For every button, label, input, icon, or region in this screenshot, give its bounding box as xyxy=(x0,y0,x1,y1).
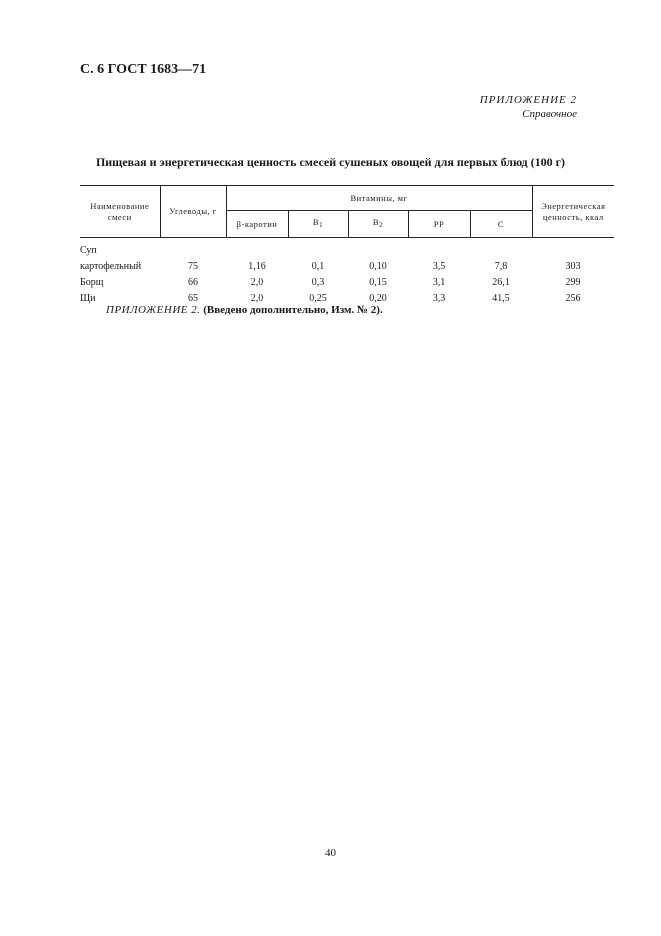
note-bold: (Введено дополнительно, Изм. № 2). xyxy=(203,304,383,316)
col-header-name: Наименование смеси xyxy=(80,186,160,238)
amendment-note xyxy=(106,304,383,316)
note-italic: ПРИЛОЖЕНИЕ 2. xyxy=(106,304,201,316)
col-header-pp: PP xyxy=(408,211,470,238)
page-header: С. 6 ГОСТ 1683—71 xyxy=(80,62,207,77)
row-name: картофельный xyxy=(80,261,142,272)
cell-energy: 303 xyxy=(565,261,581,272)
cell-b2: 0,20 xyxy=(369,293,387,304)
appendix-subtitle: Справочное xyxy=(522,108,577,120)
table-row xyxy=(80,238,614,259)
col-header-b2: $B_2$ xyxy=(348,211,408,238)
cell-carbs: 66 xyxy=(188,277,198,288)
col-header-vitamins: Витамины, мг xyxy=(226,186,532,211)
cell-pp: 3,5 xyxy=(432,261,446,272)
cell-energy: 256 xyxy=(565,293,581,304)
cell-beta: 2,0 xyxy=(250,277,264,288)
cell-energy: 299 xyxy=(565,277,581,288)
cell-b2: 0,10 xyxy=(369,261,387,272)
cell-c: 41,5 xyxy=(492,293,510,304)
col-header-carbs: Углеводы, г xyxy=(160,186,226,238)
cell-carbs: 65 xyxy=(188,293,198,304)
cell-b1: 0,1 xyxy=(311,261,325,272)
row-name: Щи xyxy=(80,293,96,304)
cell-c: 26,1 xyxy=(492,277,510,288)
row-name: Суп xyxy=(80,245,97,256)
row-name: Борщ xyxy=(80,277,104,288)
cell-carbs: 75 xyxy=(188,261,198,272)
appendix-title: ПРИЛОЖЕНИЕ 2 xyxy=(479,94,577,106)
col-header-energy: Энергетическая ценность, ккал xyxy=(532,186,614,238)
col-header-b1: $B_1$ xyxy=(288,211,348,238)
cell-beta: 1,16 xyxy=(248,261,266,272)
table-title: Пищевая и энергетическая ценность смесей сушеных овощей для первых блюд (100 г) xyxy=(95,155,566,169)
table-row xyxy=(80,274,614,290)
nutrition-table xyxy=(80,185,614,306)
col-header-beta-carotene: β-каротин xyxy=(226,211,288,238)
table-row xyxy=(80,258,614,274)
cell-c: 7,8 xyxy=(494,261,508,272)
cell-b1: 0,25 xyxy=(309,293,327,304)
cell-beta: 2,0 xyxy=(250,293,264,304)
page-number: 40 xyxy=(325,847,336,859)
cell-pp: 3,1 xyxy=(432,277,446,288)
cell-b1: 0,3 xyxy=(311,277,325,288)
col-header-c: C xyxy=(470,211,532,238)
cell-b2: 0,15 xyxy=(369,277,387,288)
cell-pp: 3,3 xyxy=(432,293,446,304)
